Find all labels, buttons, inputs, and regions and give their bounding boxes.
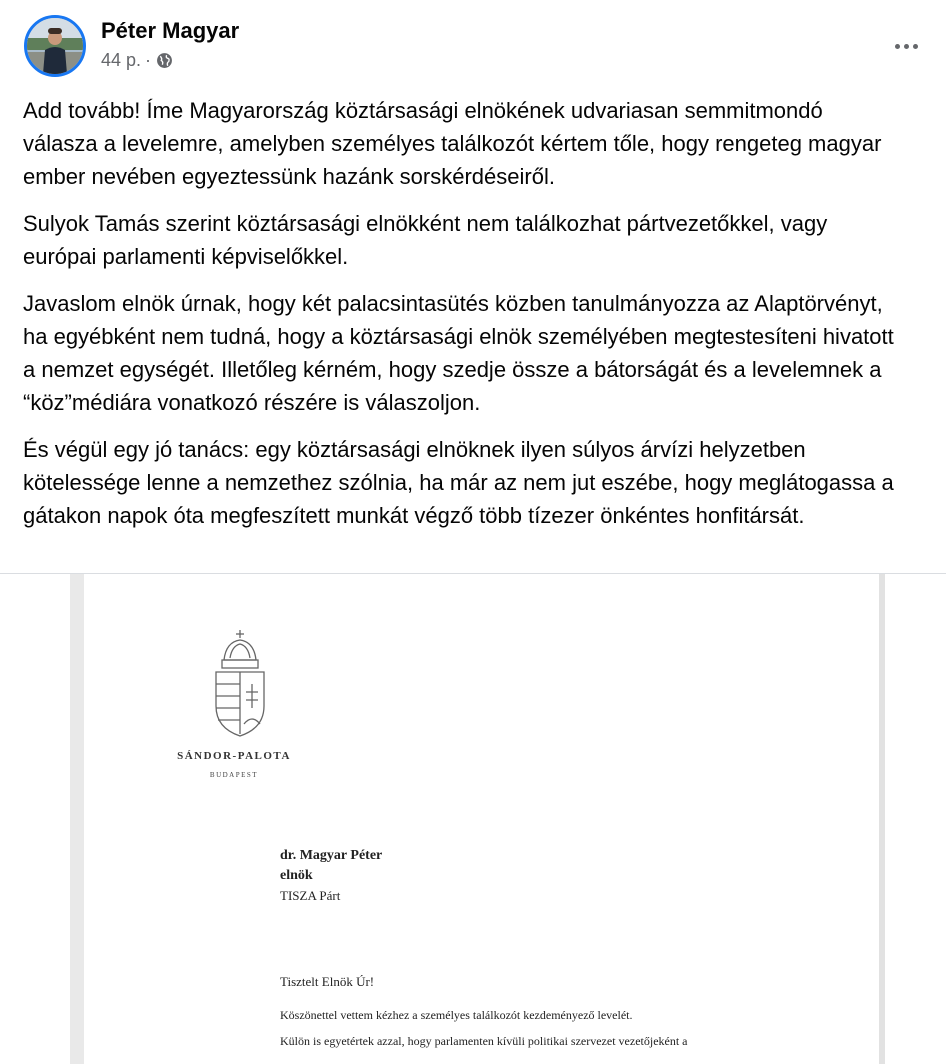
post-paragraph: Javaslom elnök úrnak, hogy két palacsintasütés közben tanulmányozza az Alaptörvényt, ha egyébként nem tudná, hogy a köztársasági elnök személyében megtestesíteni hivatott a nemzet egységét. Illetőleg kérném, hogy szedje össze a bátorságát és a levelemnek a “köz”médiára vonatkozó részére is válaszoljon.	[23, 291, 894, 415]
letter-recipient-title: elnök	[280, 868, 313, 883]
globe-icon	[156, 52, 173, 69]
letterhead-office: SÁNDOR-PALOTA	[177, 750, 291, 762]
post-paragraph: És végül egy jó tanács: egy köztársasági elnöknek ilyen súlyos árvízi helyzetben kötelessége lenne a nemzethez szólnia, ha már az nem jut eszébe, hogy meglátogassa a gátakon napok óta megfeszített munkát végző több tízezer önkéntes honfitársát.	[23, 437, 894, 528]
coat-of-arms-icon	[206, 628, 274, 738]
post-paragraph: Add tovább! Íme Magyarország köztársasági elnökének udvariasan semmitmondó válasza a levelemre, amelyben személyes találkozót kértem tőle, hogy rengeteg magyar ember nevében egyeztessünk hazánk sorskérdéseiről.	[23, 98, 882, 189]
post-paragraph: Sulyok Tamás szerint köztársasági elnökként nem találkozhat pártvezetőkkel, vagy európai parlamenti képviselőkkel.	[23, 211, 828, 269]
post-timestamp[interactable]: 44 p.	[101, 50, 142, 70]
meta-separator: ·	[145, 50, 152, 70]
more-options-dot	[895, 44, 900, 49]
post-meta	[101, 50, 173, 71]
letter-paragraph: Köszönettel vettem kézhez a személyes találkozót kezdeményező levelét.	[280, 1008, 633, 1022]
more-options-dot	[904, 44, 909, 49]
letter-recipient-name: dr. Magyar Péter	[280, 848, 383, 863]
letter-salutation: Tisztelt Elnök Úr!	[280, 974, 375, 989]
post-attached-image[interactable]	[0, 574, 946, 1064]
more-options-dot	[913, 44, 918, 49]
letterhead-city: BUDAPEST	[209, 771, 259, 779]
more-options-button[interactable]	[888, 28, 924, 64]
post-body	[23, 94, 903, 546]
avatar-photo-icon	[27, 18, 83, 74]
letter-recipient-org: TISZA Párt	[280, 888, 341, 903]
post-header	[0, 0, 946, 92]
letter-paragraph: Külön is egyetértek azzal, hogy parlamenten kívüli politikai szervezet vezetőjeként a	[280, 1034, 688, 1048]
letter-page	[70, 574, 885, 1064]
author-name[interactable]: Péter Magyar	[101, 18, 240, 43]
author-avatar[interactable]	[24, 15, 86, 77]
